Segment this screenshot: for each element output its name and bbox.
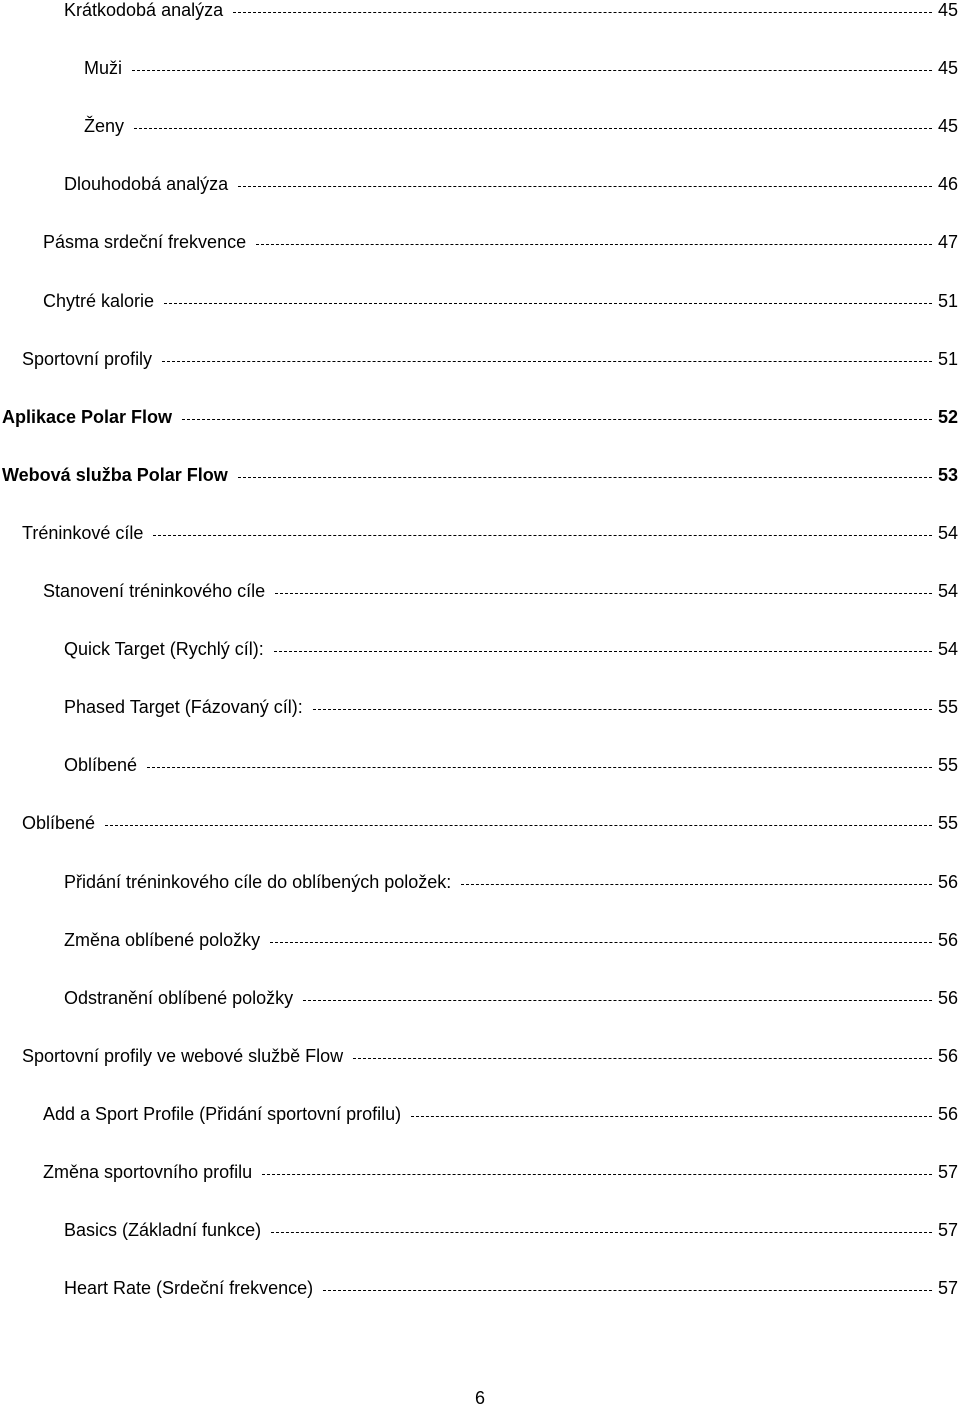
toc-leader-dots <box>153 535 932 536</box>
toc-entry-page: 55 <box>937 813 958 834</box>
toc-entry-title: Muži <box>84 58 123 79</box>
toc-entry[interactable] <box>0 1046 958 1066</box>
toc-entry[interactable] <box>0 930 958 950</box>
toc-leader-dots <box>164 303 932 304</box>
toc-leader-dots <box>303 1000 932 1001</box>
toc-leader-dots <box>233 12 932 13</box>
toc-entry-title: Změna sportovního profilu <box>43 1162 253 1182</box>
toc-entry-title: Dlouhodobá analýza <box>64 174 229 195</box>
toc-leader-dots <box>262 1174 932 1175</box>
toc-entry[interactable] <box>0 232 958 252</box>
toc-entry-page: 45 <box>937 116 958 137</box>
toc-entry[interactable] <box>0 0 958 20</box>
toc-entry-page: 45 <box>937 58 958 79</box>
toc-entry-page: 54 <box>937 639 958 660</box>
toc-entry-page: 46 <box>937 174 958 195</box>
toc-entry-title: Webová služba Polar Flow <box>2 464 228 485</box>
toc-entry-title: Oblíbené <box>64 755 138 776</box>
toc-leader-dots <box>256 244 932 245</box>
toc-entry-title: Krátkodobá analýza <box>64 0 224 20</box>
toc-entry-title: Basics (Základní funkce) <box>64 1220 262 1241</box>
toc-leader-dots <box>238 186 932 187</box>
toc-entry-page: 56 <box>937 1045 958 1066</box>
toc-entry-page: 57 <box>937 1278 958 1299</box>
toc-entry[interactable] <box>0 1220 958 1240</box>
toc-entry[interactable] <box>0 639 958 659</box>
toc-entry-page: 45 <box>937 0 958 20</box>
toc-leader-dots <box>353 1058 932 1059</box>
toc-entry-title: Quick Target (Rychlý cíl): <box>64 639 264 660</box>
toc-entry-title: Změna oblíbené položky <box>64 929 261 950</box>
toc-leader-dots <box>313 709 932 710</box>
toc-entry[interactable] <box>0 465 958 485</box>
toc-entry-page: 54 <box>937 522 958 543</box>
toc-leader-dots <box>411 1116 932 1117</box>
toc-entry-page: 56 <box>937 871 958 892</box>
toc-leader-dots <box>162 361 932 362</box>
toc-entry[interactable] <box>0 697 958 717</box>
toc-entry[interactable] <box>0 523 958 543</box>
toc-leader-dots <box>461 884 932 885</box>
toc-entry[interactable] <box>0 116 958 136</box>
toc-leader-dots <box>271 1232 932 1233</box>
toc-leader-dots <box>132 70 932 71</box>
toc-entry-title: Stanovení tréninkového cíle <box>43 581 266 601</box>
toc-entry-title: Chytré kalorie <box>43 290 155 311</box>
toc-entry-page: 55 <box>937 755 958 776</box>
toc-entry-page: 57 <box>937 1162 958 1182</box>
toc-entry-page: 57 <box>937 1220 958 1241</box>
toc-leader-dots <box>105 825 932 826</box>
toc-leader-dots <box>147 767 932 768</box>
toc-entry-title: Add a Sport Profile (Přidání sportovní profilu) <box>43 1103 402 1124</box>
toc-entry-title: Odstranění oblíbené položky <box>64 987 294 1008</box>
toc-entry-title: Oblíbené <box>22 813 96 834</box>
toc-entry-title: Aplikace Polar Flow <box>2 406 173 427</box>
toc-entry-title: Přidání tréninkového cíle do oblíbených položek: <box>64 871 452 892</box>
toc-entry-page: 51 <box>937 290 958 311</box>
toc-leader-dots <box>238 477 932 478</box>
toc-leader-dots <box>275 593 932 594</box>
toc-entry[interactable] <box>0 755 958 775</box>
toc-entry-title: Tréninkové cíle <box>22 522 144 543</box>
toc-entry[interactable] <box>0 291 958 311</box>
toc-entry-title: Pásma srdeční frekvence <box>43 232 247 253</box>
toc-entry[interactable] <box>0 1162 958 1182</box>
toc-entry-title: Heart Rate (Srdeční frekvence) <box>64 1278 314 1299</box>
toc-entry[interactable] <box>0 174 958 194</box>
toc-entry[interactable] <box>0 407 958 427</box>
toc-entry-title: Ženy <box>84 116 125 137</box>
toc-entry[interactable] <box>0 813 958 833</box>
toc-leader-dots <box>134 128 932 129</box>
toc-entry[interactable] <box>0 581 958 601</box>
toc-leader-dots <box>270 942 932 943</box>
toc-entry-title: Sportovní profily <box>22 348 153 369</box>
toc-entry-page: 54 <box>937 581 958 601</box>
toc-entry[interactable] <box>0 349 958 369</box>
toc-entry[interactable] <box>0 1104 958 1124</box>
toc-entry-page: 56 <box>937 1103 958 1124</box>
toc-entry-page: 52 <box>937 406 958 427</box>
toc-entry[interactable] <box>0 988 958 1008</box>
toc-entry-page: 47 <box>937 232 958 253</box>
toc-entry[interactable] <box>0 58 958 78</box>
toc-entry-title: Phased Target (Fázovaný cíl): <box>64 697 303 718</box>
toc-entry-page: 56 <box>937 929 958 950</box>
toc-leader-dots <box>323 1290 932 1291</box>
toc-leader-dots <box>274 651 932 652</box>
toc-entry-page: 56 <box>937 987 958 1008</box>
toc-entry-title: Sportovní profily ve webové službě Flow <box>22 1045 344 1066</box>
toc-entry-page: 55 <box>937 697 958 718</box>
page-number: 6 <box>474 1388 485 1408</box>
toc-entry[interactable] <box>0 872 958 892</box>
toc-entry-page: 51 <box>937 348 958 369</box>
toc-leader-dots <box>182 419 932 420</box>
toc-entry-page: 53 <box>937 464 958 485</box>
toc-entry[interactable] <box>0 1278 958 1298</box>
